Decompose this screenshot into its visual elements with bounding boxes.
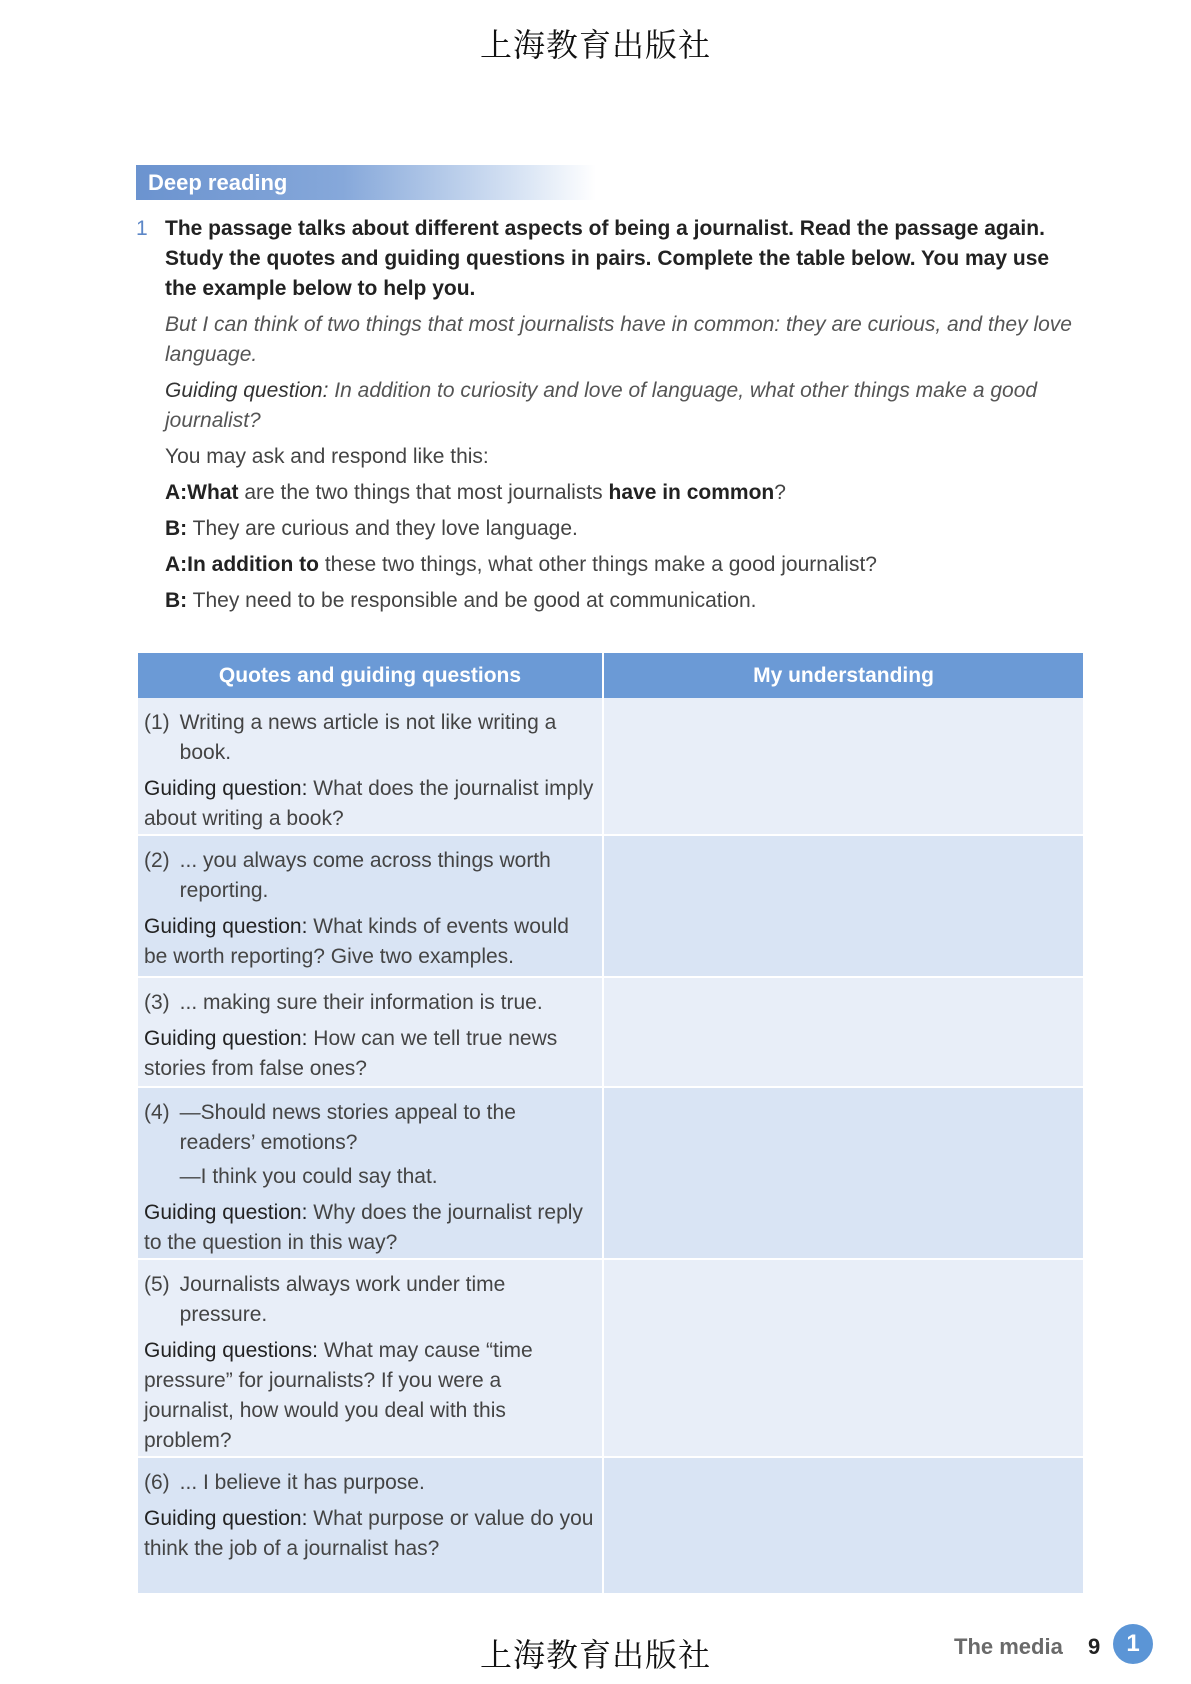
publisher-watermark-bottom: 上海教育出版社 — [479, 1636, 711, 1674]
quote-reply: —I think you could say that. — [179, 1165, 438, 1188]
quote-text: —Should news stories appeal to the readers’ emotions? — [179, 1101, 516, 1154]
guiding-text: Why does the journalist reply to the question in this way? — [144, 1201, 583, 1254]
quote-cell — [138, 1259, 603, 1457]
dialogue-line — [165, 550, 1085, 580]
guiding-question — [144, 1198, 596, 1258]
speaker-label: A: — [165, 481, 188, 504]
guiding-question — [144, 1504, 596, 1564]
guiding-label: Guiding question: — [144, 1201, 308, 1224]
quote-cell — [138, 1087, 603, 1259]
guiding-label: Guiding question: — [144, 1027, 308, 1050]
guiding-question — [144, 1336, 596, 1456]
publisher-watermark-top: 上海教育出版社 — [479, 26, 711, 64]
footer-unit-title: The media — [954, 1634, 1063, 1659]
speaker-label: A: — [165, 553, 188, 576]
table-row — [138, 1457, 1083, 1594]
quote-cell — [138, 1457, 603, 1594]
dialogue-text: have in common — [608, 481, 775, 504]
quote-text: ... you always come across things worth reporting. — [179, 849, 551, 902]
table-row — [138, 1259, 1083, 1457]
guiding-question — [144, 774, 596, 834]
guiding-text: How can we tell true news stories from false ones? — [144, 1027, 558, 1080]
row-number: (1) — [144, 711, 170, 734]
answer-cell[interactable] — [603, 835, 1083, 977]
row-number: (3) — [144, 991, 170, 1014]
guiding-label: Guiding question: — [165, 379, 329, 402]
table-row — [138, 977, 1083, 1087]
answer-cell[interactable] — [603, 977, 1083, 1087]
speaker-label: B: — [165, 517, 188, 540]
dialogue-text: are the two things that most journalists — [238, 481, 609, 504]
dialogue-line — [165, 514, 1085, 544]
guiding-label: Guiding question: — [144, 777, 308, 800]
dialogue-line — [165, 586, 1085, 616]
dialogue-text: What — [187, 481, 239, 504]
quote-text: Journalists always work under time pressure. — [179, 1273, 506, 1326]
unit-badge: 1 — [1113, 1624, 1153, 1664]
row-number: (4) — [144, 1101, 170, 1124]
section-banner — [136, 165, 596, 200]
guiding-text: In addition to curiosity and love of language, what other things make a good journalist? — [165, 379, 1038, 432]
section-title: Deep reading — [148, 170, 288, 195]
guiding-text: What does the journalist imply about writing a book? — [144, 777, 594, 830]
dialogue-text: They need to be responsible and be good at communication. — [187, 589, 757, 612]
speaker-label: B: — [165, 589, 188, 612]
example-guiding-question — [165, 376, 1085, 436]
row-number: (5) — [144, 1273, 170, 1296]
answer-cell[interactable] — [603, 1087, 1083, 1259]
page-number: 9 — [1088, 1634, 1101, 1659]
header-quotes: Quotes and guiding questions — [138, 653, 603, 698]
guiding-question — [144, 1024, 596, 1084]
exercise-instructions: The passage talks about different aspects of being a journalist. Read the passage again. Study the quotes and guiding questions in pairs. Complete the table below. You may use the example below to help you. — [165, 217, 1050, 300]
dialogue-text: They are curious and they love language. — [187, 517, 578, 540]
quote-text: Writing a news article is not like writing a book. — [179, 711, 557, 764]
quote-cell — [138, 698, 603, 835]
dialogue-intro: You may ask and respond like this: — [165, 445, 489, 468]
guiding-label: Guiding questions: — [144, 1339, 318, 1362]
example-quote: But I can think of two things that most journalists have in common: they are curious, and they love language. — [165, 313, 1072, 366]
answer-cell[interactable] — [603, 1259, 1083, 1457]
row-number: (6) — [144, 1471, 170, 1494]
table-row — [138, 1087, 1083, 1259]
dialogue — [165, 478, 1085, 616]
dialogue-text: In addition to — [187, 553, 319, 576]
guiding-question — [144, 912, 596, 972]
table-row — [138, 698, 1083, 835]
dialogue-text: ? — [774, 481, 786, 504]
answer-cell[interactable] — [603, 1457, 1083, 1594]
answer-cell[interactable] — [603, 698, 1083, 835]
row-number: (2) — [144, 849, 170, 872]
quote-text: ... making sure their information is true. — [179, 991, 543, 1014]
guiding-text: What purpose or value do you think the job of a journalist has? — [144, 1507, 594, 1560]
quote-text: ... I believe it has purpose. — [179, 1471, 425, 1494]
dialogue-line — [165, 478, 1085, 508]
dialogue-text: these two things, what other things make a good journalist? — [318, 553, 877, 576]
guiding-text: What may cause “time pressure” for journalists? If you were a journalist, how would you deal with this problem? — [144, 1339, 533, 1452]
header-understanding: My understanding — [603, 653, 1083, 698]
quotes-table — [138, 653, 1083, 1595]
quote-cell — [138, 835, 603, 977]
guiding-label: Guiding question: — [144, 915, 308, 938]
quote-cell — [138, 977, 603, 1087]
guiding-label: Guiding question: — [144, 1507, 308, 1530]
guiding-text: What kinds of events would be worth reporting? Give two examples. — [144, 915, 569, 968]
table-row — [138, 835, 1083, 977]
exercise-body — [165, 214, 1085, 616]
exercise-number: 1 — [136, 217, 148, 240]
